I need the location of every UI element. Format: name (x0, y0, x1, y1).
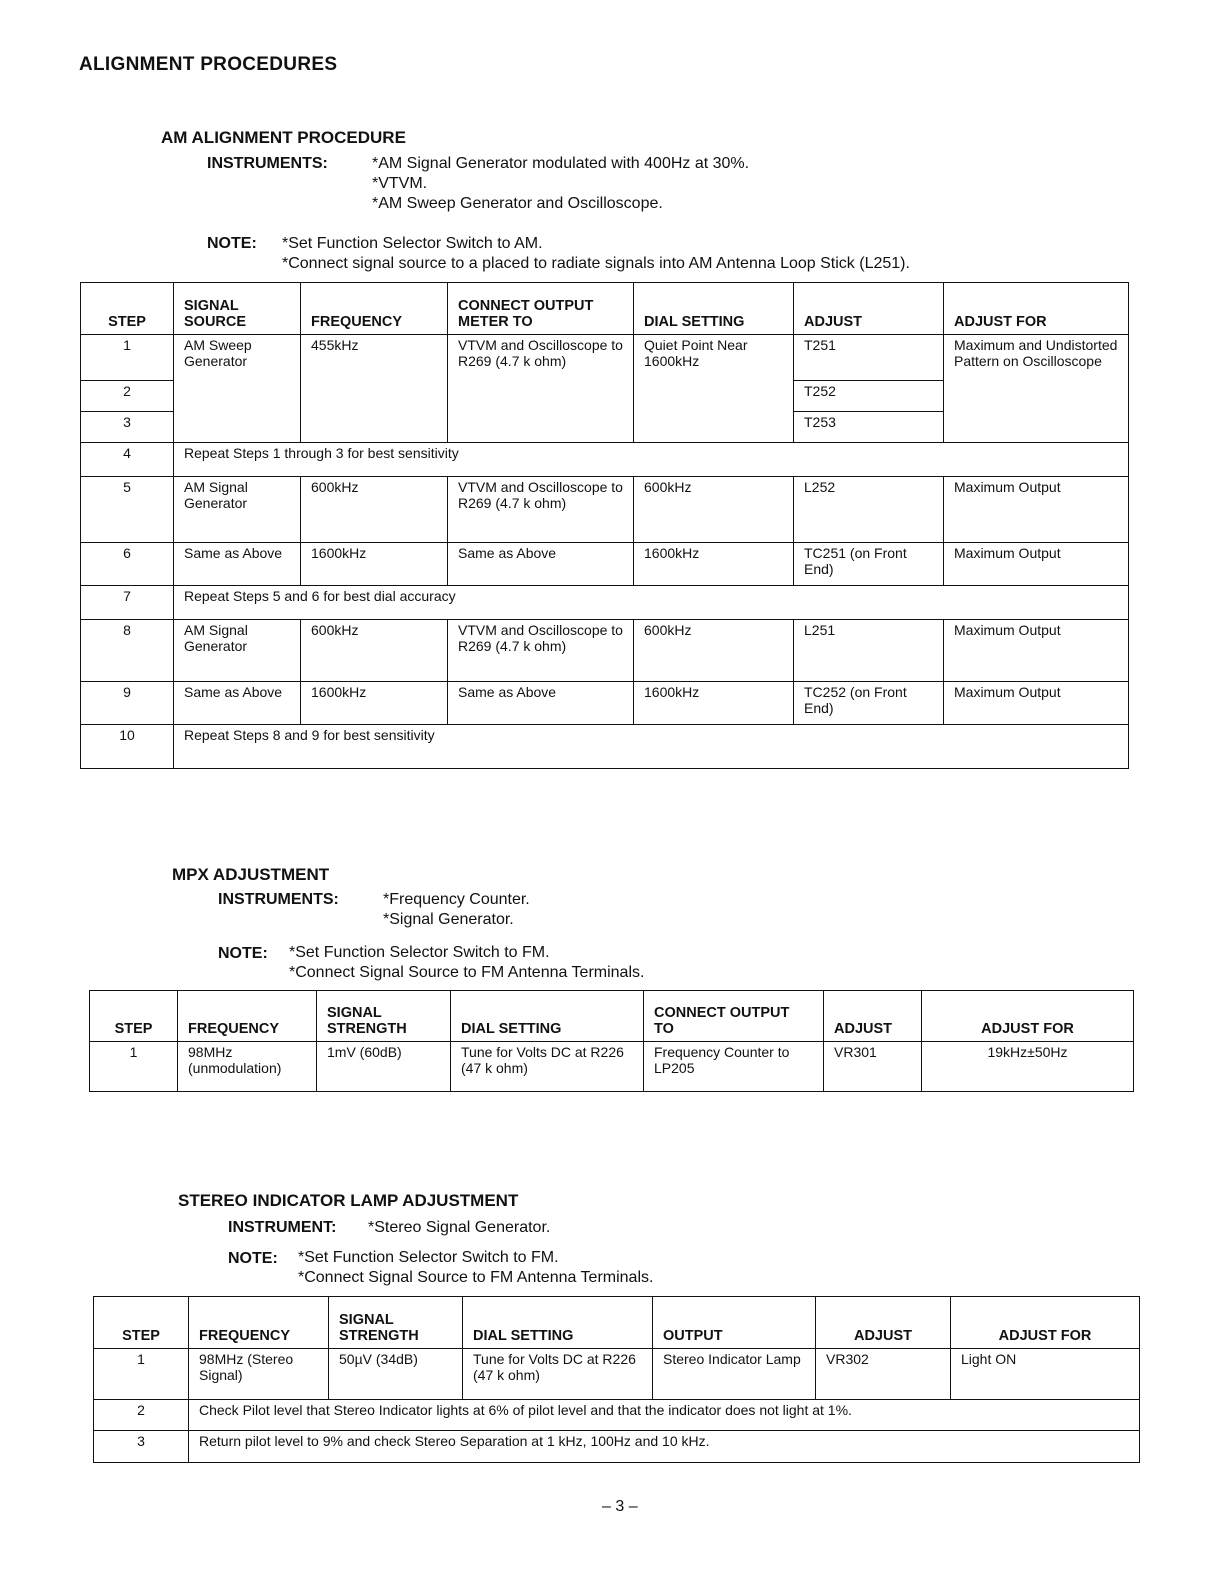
table-header-row (81, 283, 1129, 335)
frequency-cell: 455kHz (301, 335, 448, 443)
adjust-cell: L251 (794, 620, 944, 682)
col-header-step: STEP (90, 991, 178, 1042)
mpx-instruments-label: INSTRUMENTS: (218, 891, 339, 908)
frequency-cell: 98MHz (unmodulation) (178, 1042, 317, 1092)
col-header-adjust: ADJUST (824, 991, 922, 1042)
col-header-signal-strength: SIGNAL STRENGTH (329, 1297, 463, 1349)
step-cell: 2 (81, 381, 174, 412)
col-header-adjust-for: ADJUST FOR (951, 1297, 1140, 1349)
dial-cell: 1600kHz (634, 682, 794, 725)
step-cell: 3 (81, 412, 174, 443)
am-instruments-list (372, 154, 749, 214)
table-header-row (90, 991, 1134, 1042)
step-cell: 3 (94, 1431, 189, 1463)
mpx-section-title: MPX ADJUSTMENT (172, 865, 330, 884)
adjust-for-cell: Maximum Output (944, 620, 1129, 682)
am-instrument-1: *AM Signal Generator modulated with 400Hz at 30%. (372, 155, 750, 172)
adjust-cell: VR301 (824, 1042, 922, 1092)
note-cell: Return pilot level to 9% and check Stereo Separation at 1 kHz, 100Hz and 10 kHz. (189, 1431, 1140, 1463)
col-header-frequency: FREQUENCY (178, 991, 317, 1042)
output-cell: Frequency Counter to LP205 (644, 1042, 824, 1092)
connect-cell: VTVM and Oscilloscope to R269 (4.7 k ohm) (448, 335, 634, 443)
am-alignment-table (80, 282, 1129, 769)
dial-cell: Tune for Volts DC at R226 (47 k ohm) (451, 1042, 644, 1092)
adjust-for-cell: Maximum Output (944, 682, 1129, 725)
mpx-instrument-1: *Frequency Counter. (383, 891, 530, 908)
frequency-cell: 98MHz (Stereo Signal) (189, 1349, 329, 1400)
table-row (94, 1349, 1140, 1400)
dial-cell: 600kHz (634, 620, 794, 682)
dial-cell: Quiet Point Near 1600kHz (634, 335, 794, 443)
step-cell: 6 (81, 543, 174, 586)
col-header-dial-setting: DIAL SETTING (463, 1297, 653, 1349)
adjust-for-cell: 19kHz±50Hz (922, 1042, 1134, 1092)
table-row (81, 443, 1129, 477)
table-row (81, 620, 1129, 682)
source-cell: AM Signal Generator (174, 620, 301, 682)
am-instrument-2: *VTVM. (372, 175, 428, 192)
stereo-note-1: *Set Function Selector Switch to FM. (298, 1249, 559, 1266)
source-cell: Same as Above (174, 543, 301, 586)
am-instruments-label: INSTRUMENTS: (207, 155, 328, 172)
col-header-output: OUTPUT (653, 1297, 816, 1349)
signal-strength-cell: 50µV (34dB) (329, 1349, 463, 1400)
col-header-frequency: FREQUENCY (301, 283, 448, 335)
stereo-notes-list (298, 1248, 653, 1288)
page-title: ALIGNMENT PROCEDURES (79, 54, 338, 75)
frequency-cell: 600kHz (301, 620, 448, 682)
am-notes-list (282, 234, 910, 274)
step-cell: 1 (90, 1042, 178, 1092)
connect-cell: VTVM and Oscilloscope to R269 (4.7 k ohm) (448, 477, 634, 543)
note-cell: Repeat Steps 5 and 6 for best dial accuracy (174, 586, 1129, 620)
step-cell: 1 (94, 1349, 189, 1400)
col-header-adjust: ADJUST (794, 283, 944, 335)
stereo-indicator-table (93, 1296, 1140, 1463)
adjust-for-cell: Maximum and Undistorted Pattern on Oscilloscope (944, 335, 1129, 443)
step-cell: 4 (81, 443, 174, 477)
table-row (81, 477, 1129, 543)
adjust-for-cell: Maximum Output (944, 477, 1129, 543)
am-note-2: *Connect signal source to a placed to radiate signals into AM Antenna Loop Stick (L251). (282, 255, 910, 272)
connect-cell: Same as Above (448, 543, 634, 586)
am-note-1: *Set Function Selector Switch to AM. (282, 235, 543, 252)
step-cell: 1 (81, 335, 174, 381)
step-cell: 9 (81, 682, 174, 725)
am-note-label: NOTE: (207, 235, 257, 252)
col-header-adjust: ADJUST (816, 1297, 951, 1349)
frequency-cell: 1600kHz (301, 543, 448, 586)
signal-strength-cell: 1mV (60dB) (317, 1042, 451, 1092)
note-cell: Repeat Steps 8 and 9 for best sensitivity (174, 725, 1129, 769)
col-header-dial-setting: DIAL SETTING (634, 283, 794, 335)
col-header-signal-source: SIGNAL SOURCE (174, 283, 301, 335)
step-cell: 10 (81, 725, 174, 769)
stereo-instrument-label: INSTRUMENT: (228, 1219, 337, 1236)
col-header-adjust-for: ADJUST FOR (922, 991, 1134, 1042)
col-header-frequency: FREQUENCY (189, 1297, 329, 1349)
source-cell: AM Sweep Generator (174, 335, 301, 443)
adjust-cell: TC252 (on Front End) (794, 682, 944, 725)
stereo-note-label: NOTE: (228, 1250, 278, 1267)
table-row (94, 1431, 1140, 1463)
adjust-cell: TC251 (on Front End) (794, 543, 944, 586)
col-header-step: STEP (81, 283, 174, 335)
dial-cell: 600kHz (634, 477, 794, 543)
mpx-note-label: NOTE: (218, 945, 268, 962)
frequency-cell: 1600kHz (301, 682, 448, 725)
stereo-section-title: STEREO INDICATOR LAMP ADJUSTMENT (178, 1191, 519, 1210)
am-section-title: AM ALIGNMENT PROCEDURE (161, 128, 406, 147)
table-row (94, 1400, 1140, 1431)
dial-cell: Tune for Volts DC at R226 (47 k ohm) (463, 1349, 653, 1400)
stereo-note-2: *Connect Signal Source to FM Antenna Terminals. (298, 1269, 654, 1286)
dial-cell: 1600kHz (634, 543, 794, 586)
table-row (81, 543, 1129, 586)
step-cell: 7 (81, 586, 174, 620)
table-header-row (94, 1297, 1140, 1349)
step-cell: 8 (81, 620, 174, 682)
source-cell: AM Signal Generator (174, 477, 301, 543)
adjust-cell: T253 (794, 412, 944, 443)
mpx-notes-list (289, 943, 644, 983)
adjust-cell: VR302 (816, 1349, 951, 1400)
col-header-connect-output: CONNECT OUTPUT TO (644, 991, 824, 1042)
step-cell: 2 (94, 1400, 189, 1431)
mpx-adjustment-table (89, 990, 1134, 1092)
mpx-note-2: *Connect Signal Source to FM Antenna Terminals. (289, 964, 645, 981)
table-row (81, 586, 1129, 620)
frequency-cell: 600kHz (301, 477, 448, 543)
source-cell: Same as Above (174, 682, 301, 725)
col-header-signal-strength: SIGNAL STRENGTH (317, 991, 451, 1042)
mpx-instruments-list (383, 890, 530, 930)
adjust-cell: T252 (794, 381, 944, 412)
page-number: – 3 – (602, 1498, 638, 1515)
table-row (90, 1042, 1134, 1092)
connect-cell: VTVM and Oscilloscope to R269 (4.7 k ohm) (448, 620, 634, 682)
connect-cell: Same as Above (448, 682, 634, 725)
output-cell: Stereo Indicator Lamp (653, 1349, 816, 1400)
table-row (81, 725, 1129, 769)
col-header-adjust-for: ADJUST FOR (944, 283, 1129, 335)
adjust-for-cell: Light ON (951, 1349, 1140, 1400)
step-cell: 5 (81, 477, 174, 543)
mpx-instrument-2: *Signal Generator. (383, 911, 514, 928)
adjust-cell: L252 (794, 477, 944, 543)
adjust-cell: T251 (794, 335, 944, 381)
col-header-connect-output: CONNECT OUTPUT METER TO (448, 283, 634, 335)
mpx-note-1: *Set Function Selector Switch to FM. (289, 944, 550, 961)
table-row (81, 335, 1129, 381)
adjust-for-cell: Maximum Output (944, 543, 1129, 586)
col-header-dial-setting: DIAL SETTING (451, 991, 644, 1042)
table-row (81, 682, 1129, 725)
note-cell: Repeat Steps 1 through 3 for best sensitivity (174, 443, 1129, 477)
stereo-instrument: *Stereo Signal Generator. (368, 1219, 551, 1236)
note-cell: Check Pilot level that Stereo Indicator lights at 6% of pilot level and that the indicator does not light at 1%. (189, 1400, 1140, 1431)
col-header-step: STEP (94, 1297, 189, 1349)
am-instrument-3: *AM Sweep Generator and Oscilloscope. (372, 195, 663, 212)
